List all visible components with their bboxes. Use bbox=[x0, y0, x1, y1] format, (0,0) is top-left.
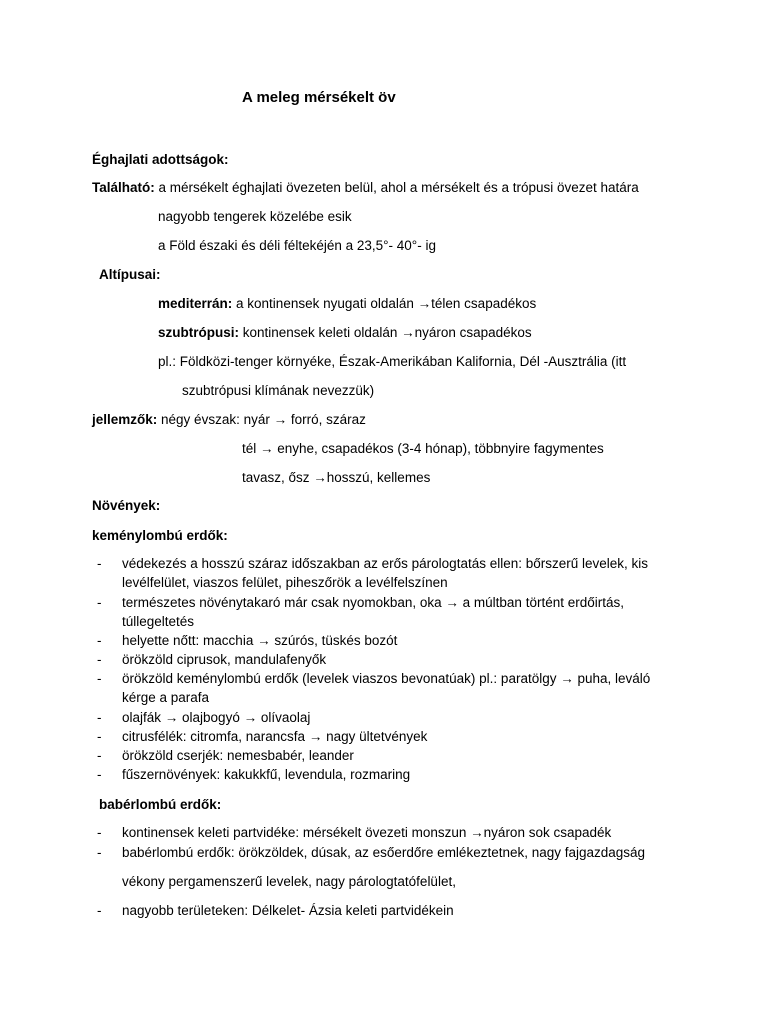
traits-label: jellemzők: bbox=[92, 412, 158, 427]
list-item-continuation: kérge a parafa bbox=[122, 690, 210, 705]
location-text: a mérsékelt éghajlati övezeten belül, ahol a mérsékelt és a trópusi övezet határa bbox=[154, 180, 639, 195]
subtypes-heading: Altípusai: bbox=[99, 267, 161, 282]
list-item: fűszernövények: kakukkfű, levendula, rozmaring bbox=[122, 767, 411, 782]
list-item: helyette nőtt: macchia → szúrós, tüskés bozót bbox=[122, 633, 398, 648]
list-item: citrusfélék: citromfa, narancsfa → nagy ültetvények bbox=[122, 729, 428, 744]
list-bullet: - bbox=[97, 633, 102, 648]
mediterranean-label: mediterrán: bbox=[158, 296, 233, 311]
list-item: olajfák → olajbogyó → olívaolaj bbox=[122, 710, 311, 725]
list-item: örökzöld cserjék: nemesbabér, leander bbox=[122, 748, 354, 763]
location-cont-1: nagyobb tengerek közelébe esik bbox=[158, 209, 352, 224]
list-bullet: - bbox=[97, 845, 102, 860]
mediterranean-text: a kontinensek nyugati oldalán →télen csapadékos bbox=[232, 296, 537, 311]
subtropical-line bbox=[158, 324, 532, 342]
location-cont-2: a Föld északi és déli féltekéjén a 23,5°- 40°- ig bbox=[158, 238, 436, 253]
list-item-continuation: levélfelület, viaszos felület, piheszőrök a levélfelszínen bbox=[122, 575, 448, 590]
climate-heading: Éghajlati adottságok: bbox=[92, 152, 229, 167]
traits-line bbox=[92, 411, 366, 429]
list-bullet: - bbox=[97, 671, 102, 686]
subtropical-label: szubtrópusi: bbox=[158, 325, 239, 340]
list-bullet: - bbox=[97, 767, 102, 782]
list-bullet: - bbox=[97, 903, 102, 918]
list-item: örökzöld ciprusok, mandulafenyők bbox=[122, 652, 327, 667]
example-line-1: pl.: Földközi-tenger környéke, Észak-Amerikában Kalifornia, Dél -Ausztrália (itt bbox=[158, 354, 627, 369]
spring-autumn-line: tavasz, ősz →hosszú, kellemes bbox=[242, 470, 431, 485]
winter-line: tél → enyhe, csapadékos (3-4 hónap), többnyire fagymentes bbox=[242, 441, 604, 456]
sclerophyll-heading: keménylombú erdők: bbox=[92, 528, 228, 543]
list-bullet: - bbox=[97, 556, 102, 571]
list-item-continuation: túllegeltetés bbox=[122, 614, 195, 629]
list-bullet: - bbox=[97, 748, 102, 763]
list-item: babérlombú erdők: örökzöldek, dúsak, az esőerdőre emlékeztetnek, nagy fajgazdagság bbox=[122, 845, 646, 860]
list-item: védekezés a hosszú száraz időszakban az erős párologtatás ellen: bőrszerű levelek, kis bbox=[122, 556, 649, 571]
traits-text: négy évszak: nyár → forró, száraz bbox=[157, 412, 366, 427]
list-item: örökzöld keménylombú erdők (levelek viaszos bevonatúak) pl.: paratölgy → puha, leváló bbox=[122, 671, 651, 686]
list-item: természetes növénytakaró már csak nyomokban, oka → a múltban történt erdőirtás, bbox=[122, 595, 624, 610]
subtropical-text: kontinensek keleti oldalán →nyáron csapadékos bbox=[239, 325, 532, 340]
list-bullet: - bbox=[97, 710, 102, 725]
page-title: A meleg mérsékelt öv bbox=[242, 89, 396, 106]
list-bullet: - bbox=[97, 729, 102, 744]
list-bullet: - bbox=[97, 825, 102, 840]
location-line bbox=[92, 179, 639, 197]
mediterranean-line bbox=[158, 295, 536, 313]
laurel-heading: babérlombú erdők: bbox=[99, 797, 222, 812]
plants-heading: Növények: bbox=[92, 498, 161, 513]
list-item: nagyobb területeken: Délkelet- Ázsia keleti partvidékein bbox=[122, 903, 454, 918]
list-bullet: - bbox=[97, 595, 102, 610]
example-line-2: szubtrópusi klímának nevezzük) bbox=[182, 383, 375, 398]
list-item-continuation: vékony pergamenszerű levelek, nagy párologtatófelület, bbox=[122, 874, 456, 889]
location-label: Található: bbox=[92, 180, 155, 195]
list-bullet: - bbox=[97, 652, 102, 667]
list-item: kontinensek keleti partvidéke: mérsékelt övezeti monszun →nyáron sok csapadék bbox=[122, 825, 612, 840]
